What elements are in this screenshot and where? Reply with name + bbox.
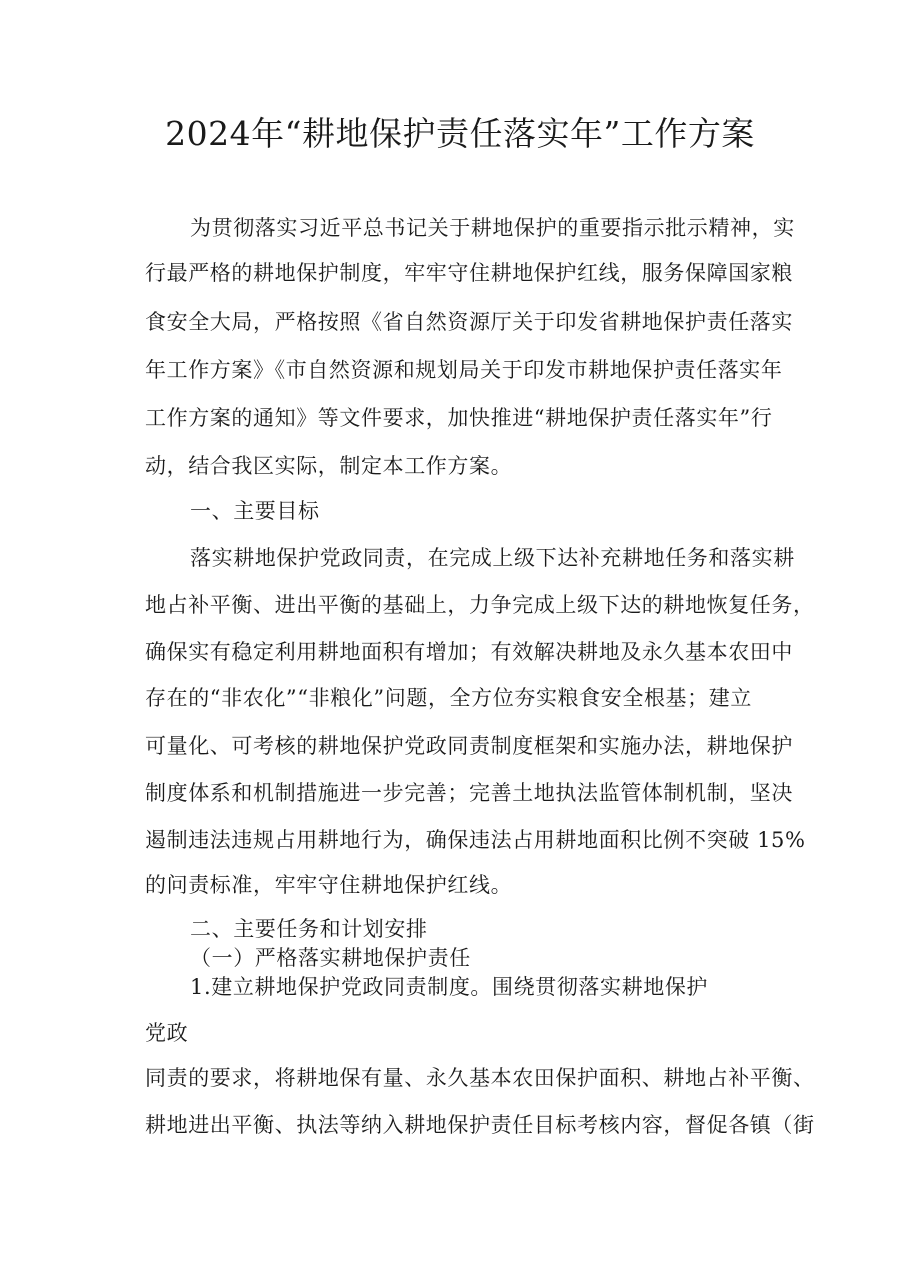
- item-1-body-line-1: 同责的要求，将耕地保有量、永久基本农田保护面积、耕地占补平衡、: [145, 1066, 815, 1090]
- section-1-heading: 一、主要目标: [190, 499, 320, 523]
- section-1-line-4: 存在的“非农化”“非粮化”问题，全方位夯实粮食安全根基；建立: [145, 686, 752, 710]
- item-1-wrap: 党政: [145, 1021, 189, 1045]
- section-1-line-7: 遏制违法违规占用耕地行为，确保违法占用耕地面积比例不突破 15%: [145, 828, 806, 852]
- section-1-line-1: 落实耕地保护党政同责，在完成上级下达补充耕地任务和落实耕: [190, 546, 795, 570]
- subsection-1-heading: （一）严格落实耕地保护责任: [190, 946, 471, 970]
- section-1-line-6: 制度体系和机制措施进一步完善；完善土地执法监管体制机制，坚决: [145, 781, 793, 805]
- intro-line-6: 动，结合我区实际，制定本工作方案。: [145, 454, 513, 478]
- section-1-line-2: 地占补平衡、进出平衡的基础上，力争完成上级下达的耕地恢复任务，: [145, 593, 815, 617]
- section-2-heading: 二、主要任务和计划安排: [190, 917, 428, 941]
- section-1-line-3: 确保实有稳定利用耕地面积有增加；有效解决耕地及永久基本农田中: [145, 640, 793, 664]
- item-1-line: 1.建立耕地保护党政同责制度。围绕贯彻落实耕地保护: [190, 975, 709, 999]
- document-title: 2024年“耕地保护责任落实年”工作方案: [165, 114, 755, 153]
- intro-line-1: 为贯彻落实习近平总书记关于耕地保护的重要指示批示精神，实: [190, 216, 795, 240]
- section-1-line-8: 的问责标准，牢牢守住耕地保护红线。: [145, 873, 513, 897]
- intro-line-3: 食安全大局，严格按照《省自然资源厅关于印发省耕地保护责任落实: [145, 310, 793, 334]
- section-1-line-5: 可量化、可考核的耕地保护党政同责制度框架和实施办法，耕地保护: [145, 734, 793, 758]
- intro-line-4: 年工作方案》《市自然资源和规划局关于印发市耕地保护责任落实年: [145, 358, 783, 382]
- item-1-body-line-2: 耕地进出平衡、执法等纳入耕地保护责任目标考核内容，督促各镇（街: [145, 1113, 815, 1137]
- intro-line-5: 工作方案的通知》等文件要求，加快推进“耕地保护责任落实年”行: [145, 406, 773, 430]
- intro-line-2: 行最严格的耕地保护制度，牢牢守住耕地保护红线，服务保障国家粮: [145, 261, 793, 285]
